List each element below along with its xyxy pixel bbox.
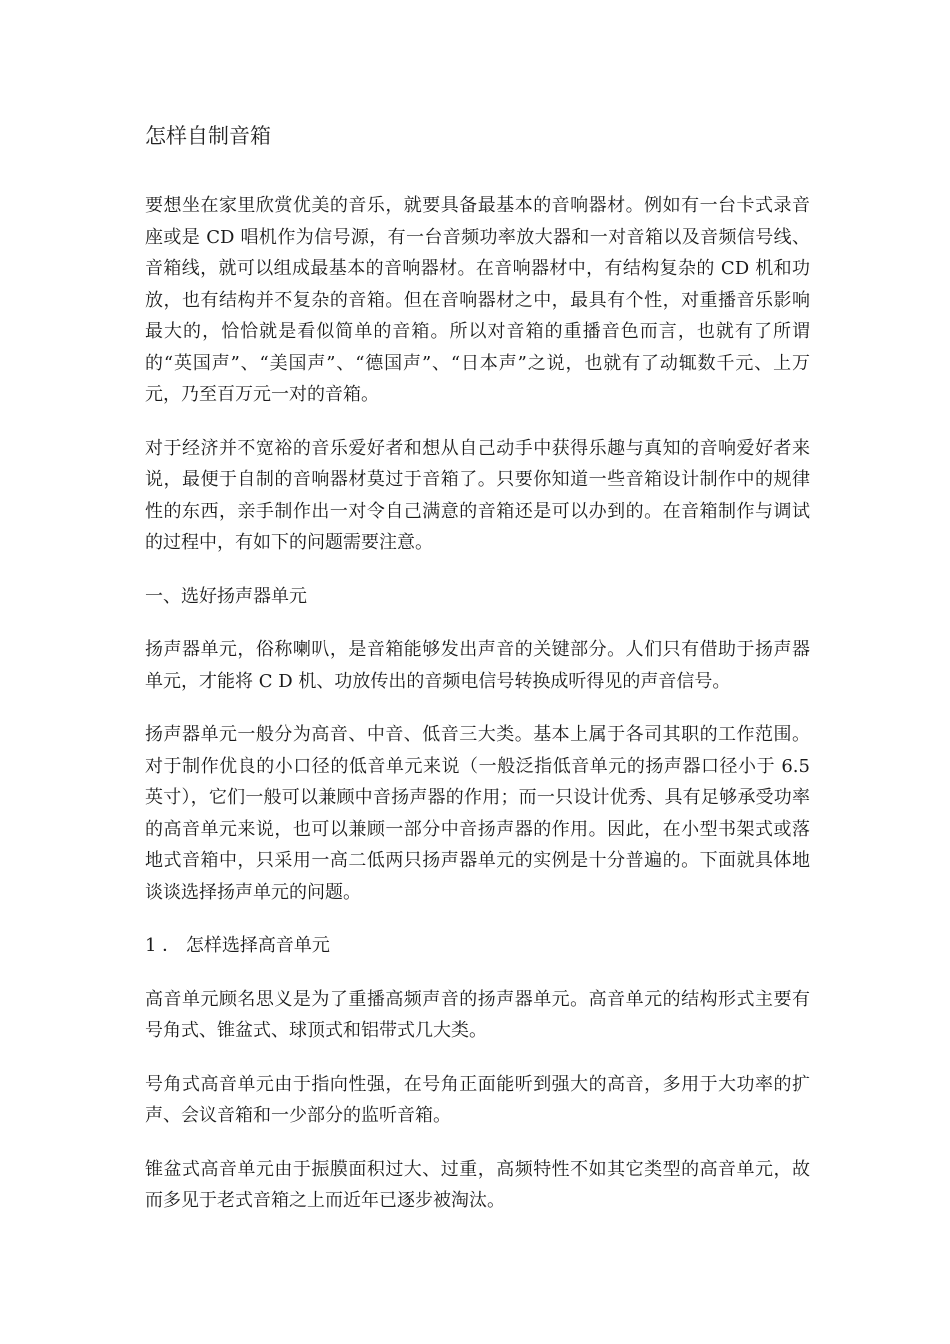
paragraph-unit-types: 扬声器单元一般分为高音、中音、低音三大类。基本上属于各司其职的工作范围。对于制作优良的小口径的低音单元来说（一般泛指低音单元的扬声器口径小于 6.5 英寸），它们一般可以兼顾中音扬声器的作用；而一只设计优秀、具有足够承受功率的高音单元来说，也可以兼顾一部分中音扬声器的作用。因此，在小型书架式或落地式音箱中，只采用一高二低两只扬声器单元的实例是十分普遍的。下面就具体地谈谈选择扬声单元的问题。 (145, 724, 810, 903)
paragraph-intro: 要想坐在家里欣赏优美的音乐，就要具备最基本的音响器材。例如有一台卡式录音座或是 CD 唱机作为信号源，有一台音频功率放大器和一对音箱以及音频信号线、音箱线，就可以组成最基本的音响器材。在音响器材中，有结构复杂的 CD 机和功放，也有结构并不复杂的音箱。但在音响器材之中，最具有个性，对重播音乐影响最大的，恰恰就是看似简单的音箱。所以对音箱的重播音色而言，也就有了所谓的“英国声”、“美国声”、“德国声”、“日本声”之说，也就有了动辄数千元、上万元，乃至百万元一对的音箱。 (145, 195, 810, 405)
paragraph-horn-tweeter: 号角式高音单元由于指向性强，在号角正面能听到强大的高音，多用于大功率的扩声、会议音箱和一少部分的监听音箱。 (145, 1073, 810, 1126)
document-title: 怎样自制音箱 (145, 124, 271, 148)
paragraph-tweeter-types: 高音单元顾名思义是为了重播高频声音的扬声器单元。高音单元的结构形式主要有号角式、锥盆式、球顶式和铝带式几大类。 (145, 988, 810, 1041)
document-body (145, 118, 810, 1239)
section-heading-speaker-units: 一、选好扬声器单元 (145, 585, 307, 607)
paragraph-diy: 对于经济并不宽裕的音乐爱好者和想从自己动手中获得乐趣与真知的音响爱好者来说，最便于自制的音响器材莫过于音箱了。只要你知道一些音箱设计制作中的规律性的东西，亲手制作出一对令自己满意的音箱还是可以办到的。在音箱制作与调试的过程中，有如下的问题需要注意。 (145, 437, 810, 553)
subsection-heading-tweeter: 1 ． 怎样选择高音单元 (145, 935, 330, 956)
paragraph-cone-tweeter: 锥盆式高音单元由于振膜面积过大、过重，高频特性不如其它类型的高音单元，故而多见于老式音箱之上而近年已逐步被淘汰。 (145, 1158, 810, 1211)
paragraph-speaker-unit: 扬声器单元，俗称喇叭，是音箱能够发出声音的关键部分。人们只有借助于扬声器单元，才能将 C D 机、功放传出的音频电信号转换成听得见的声音信号。 (145, 639, 810, 692)
